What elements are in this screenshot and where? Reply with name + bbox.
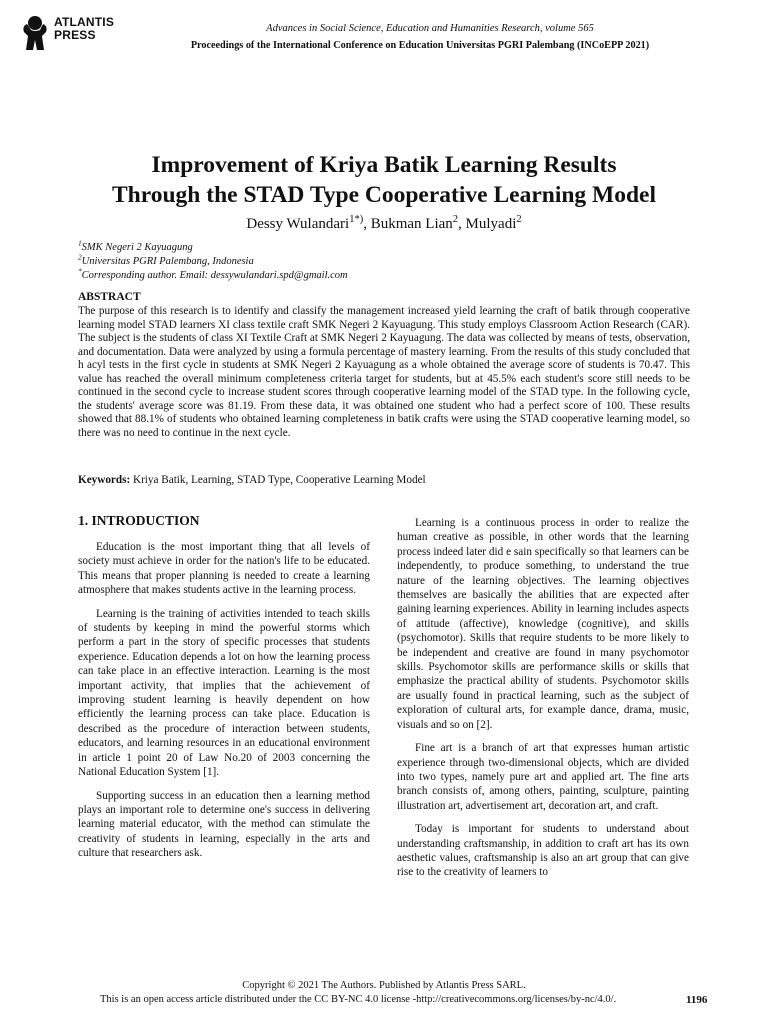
paragraph: Today is important for students to understand about understanding craftsmanship, in addition to craft art has its own aesthetic values, craftsmanship is also an art group that can give rise to the creativity of learners to — [397, 823, 689, 879]
paragraph: Learning is the training of activities intended to teach skills of students by keeping in mind the powerful storms which perform a part in the story of specific processes that students experience. Education depends a lot on how the learning process can take place in an effective interaction. Learning is the most important activity, that implies that the achievement of improving student learning is heavily dependent on how efficiently the learning process can take place. Education is described as the procedure of interaction between students, educators, and learning resources in an educational environment in article 1 point 20 of Law No.20 of 2003 concerning the National Education System [1]. — [78, 607, 370, 779]
series-header: Advances in Social Science, Education and Humanities Research, volume 565 — [266, 23, 594, 34]
author-sup: 2 — [452, 214, 459, 225]
keywords-label: Keywords: — [78, 474, 131, 486]
affiliation-sup: 2 — [78, 252, 82, 262]
author-sup: 1*) — [349, 214, 364, 225]
affiliation — [78, 252, 698, 269]
author-name: Dessy Wulandari — [246, 216, 350, 232]
section-heading: 1. INTRODUCTION — [78, 513, 200, 528]
author-list — [40, 216, 728, 233]
title-line-2: Through the STAD Type Cooperative Learning Model — [111, 182, 656, 208]
author-name: Bukman Lian — [370, 216, 453, 232]
author-name: Mulyadi — [465, 216, 517, 232]
paragraph: Education is the most important thing that all levels of society must achieve in order for the nation's life to be educated. This means that proper planning is needed to create a learning atmosphere that makes students active in the learning process. — [78, 541, 370, 597]
logo-text — [54, 16, 114, 42]
paper-title — [40, 150, 728, 210]
affiliation-text: Universitas PGRI Palembang, Indonesia — [81, 256, 254, 267]
abstract-heading: ABSTRACT — [78, 291, 141, 303]
logo-line2: PRESS — [54, 28, 96, 42]
affiliation-sup: 1 — [78, 238, 82, 248]
keywords — [78, 474, 690, 486]
atlas-figure-icon — [18, 14, 52, 52]
affiliation — [78, 238, 698, 255]
abstract-text: The purpose of this research is to identify and classify the management increased yield learning the craft of batik through cooperative learning model STAD learners XI class textile craft SMK Negeri 2 Kayuagung. This study employs Classroom Action Research (CAR). The subject is the students of class XI Textile Craft at SMK Negeri 2 Kayuagung. The data was collected by means of tests, observation, and documentation. Data were analyzed by using a formula percentage of mastery learning. From the results of this study concluded that h acyl tests in the first cycle in students at SMK Negeri 2 Kayuagung as a whole obtained the average score of students is 70.47. This value has reached the overall minimum completeness criteria target for students, but at 45.5% each student's score still needs to be continued in the second cycle to increase student scores through cooperative learning model of the STAD type. In the following cycle, the students' average score was 81.19. From these data, it was obtained one student who had a perfect score of 100. These results showed that 88.1% of students who obtained learning completeness in batik crafts were using the STAD cooperative learning model, so there was no need to continue in the next cycle. — [78, 305, 691, 439]
paragraph: Supporting success in an education then a learning method plays an important role to determine one's success in delivering learning material educator, with the method can stimulate the creativity of students in learning, especially in the arts and culture that researchers ask. — [78, 789, 370, 860]
keywords-text: Kriya Batik, Learning, STAD Type, Cooperative Learning Model — [130, 474, 426, 486]
left-column — [78, 512, 370, 870]
author-sep: , — [458, 216, 466, 232]
paragraph: Learning is a continuous process in order to realize the human creative as possible, in other words that the learning process indeed later did e sain specifically so that learners can be independently, to produce something, to understand the true nature of the learning objectives. The learning objectives themselves are basically the abilities that are expected after gaining learning experiences. Ability in learning includes aspects of attitude (affective), knowledge (cognitive), and skills (psychomotor). Skills that require students to be more likely to be independent and creative are found in many psychomotor skills. Psychomotor skills are performance skills or skills that emphasize the practical ability of students. Psychomotor skills are usually found in practical learning, such as the subject of exploration of cultural arts, for example dance, drama, music, visuals and so on [2]. — [397, 517, 689, 731]
license-line: This is an open access article distributed under the CC BY-NC 4.0 license -http://creativecommons.org/licenses/by-nc/4.0/. — [100, 994, 617, 1005]
affiliation-text: Corresponding author. Email: dessywulandari.spd@gmail.com — [81, 270, 348, 281]
affiliations — [78, 238, 698, 283]
author-sup: 2 — [516, 214, 522, 225]
logo-line1: ATLANTIS — [54, 15, 115, 29]
affiliation — [78, 266, 698, 283]
proceedings-header: Proceedings of the International Conference on Education Universitas PGRI Palembang (INCoEPP 2021) — [190, 40, 650, 51]
title-line-1: Improvement of Kriya Batik Learning Results — [151, 152, 617, 178]
author-sep: , — [363, 216, 371, 232]
affiliation-text: SMK Negeri 2 Kayuagung — [81, 242, 193, 253]
affiliation-sup: * — [78, 266, 82, 276]
right-column — [397, 516, 689, 889]
paragraph: Fine art is a branch of art that expresses human artistic experience through two-dimensional objects, which are divided into two types, namely pure art and applied art. The fine arts branch consists of, among others, painting, sculpture, painting illustration art, advertisement art, decoration art, and craft. — [397, 742, 689, 812]
copyright-line: Copyright © 2021 The Authors. Published by Atlantis Press SARL. — [242, 980, 526, 991]
page-number: 1196 — [686, 994, 708, 1006]
